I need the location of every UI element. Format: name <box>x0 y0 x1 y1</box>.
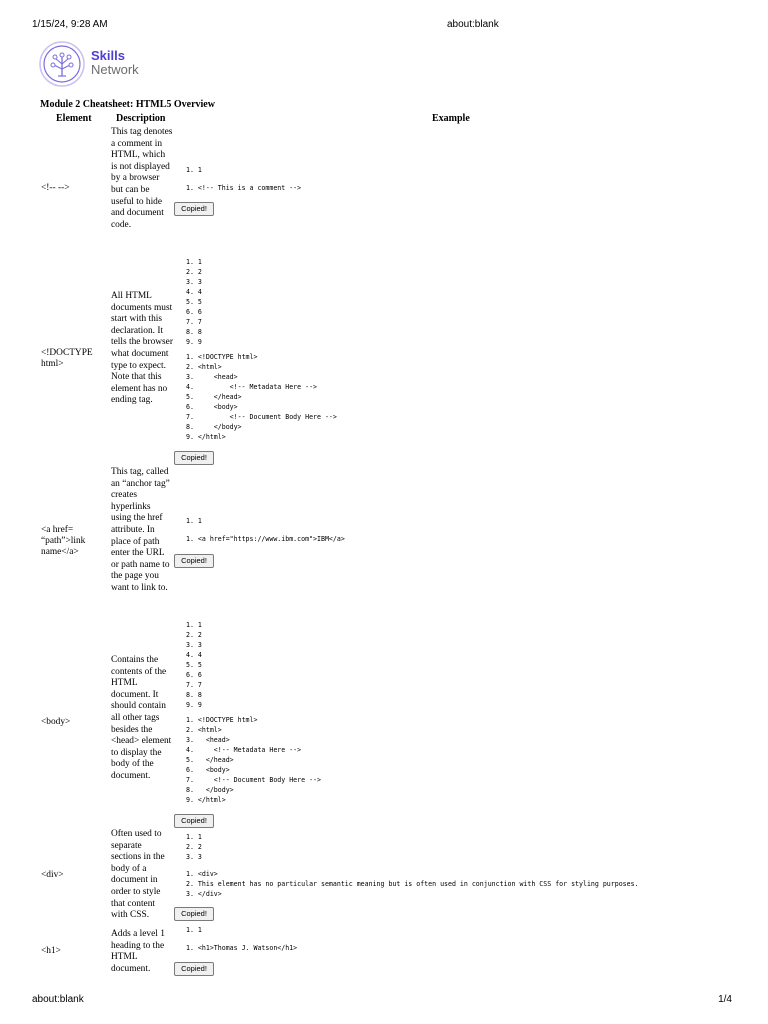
code-example: 1. <a href="https://www.ibm.com">IBM</a> <box>186 535 345 543</box>
element-cell: <h1> <box>41 946 61 956</box>
print-footer <box>32 994 736 1008</box>
code-example: 1. <!DOCTYPE html> 2. <html> 3. <head> 4. <!-- Metadata Here --> 5. </head> 6. <body> 7. <!-- Document Body Here --> 8. </body> 9. </html> <box>186 353 337 441</box>
print-header-url: about:blank <box>447 19 499 30</box>
print-header <box>32 19 736 33</box>
line-numbers: 1. 1 2. 2 3. 3 4. 4 5. 5 6. 6 7. 7 8. 8 9. 9 <box>186 258 202 346</box>
copy-button[interactable]: Copied! <box>174 202 214 216</box>
copy-button[interactable]: Copied! <box>174 554 214 568</box>
code-example: 1. <!DOCTYPE html> 2. <html> 3. <head> 4. <!-- Metadata Here --> 5. </head> 6. <body> 7. <!-- Document Body Here --> 8. </body> 9. </html> <box>186 716 321 804</box>
description-cell: Adds a level 1 heading to the HTML document. <box>111 929 165 974</box>
print-datetime: 1/15/24, 9:28 AM <box>32 19 108 30</box>
element-cell: <!-- --> <box>41 183 70 193</box>
copy-button[interactable]: Copied! <box>174 907 214 921</box>
code-example: 1. <!-- This is a comment --> <box>186 184 302 192</box>
element-cell: <body> <box>41 717 71 727</box>
element-cell: <a href= “path”>link name</a> <box>41 525 86 557</box>
element-cell: <!DOCTYPE html> <box>41 348 93 369</box>
code-example: 1. <h1>Thomas J. Watson</h1> <box>186 944 298 952</box>
skills-network-logo <box>38 40 158 90</box>
description-cell: This tag denotes a comment in HTML, which is not displayed by a browser but can be useful to hide and document code. <box>111 127 173 230</box>
description-cell: Contains the contents of the HTML document. It should contain all other tags besides the <head> element to display the body of the document. <box>111 655 172 781</box>
logo-line-2: Network <box>91 62 139 77</box>
code-example: 1. <div> 2. This element has no particular semantic meaning but is often used in conjunction with CSS for styling purposes. 3. </div> <box>186 870 639 898</box>
copy-button[interactable]: Copied! <box>174 962 214 976</box>
copy-button[interactable]: Copied! <box>174 451 214 465</box>
page-title: Module 2 Cheatsheet: HTML5 Overview <box>40 99 215 110</box>
description-cell: All HTML documents must start with this declaration. It tells the browser what document type to expect. Note that this element has no ending tag. <box>111 291 173 406</box>
column-header-example: Example <box>432 113 470 124</box>
tree-icon <box>38 40 86 88</box>
column-header-description: Description <box>116 113 166 124</box>
line-numbers: 1. 1 <box>186 166 202 174</box>
line-numbers: 1. 1 2. 2 3. 3 <box>186 833 202 861</box>
line-numbers: 1. 1 <box>186 517 202 525</box>
line-numbers: 1. 1 2. 2 3. 3 4. 4 5. 5 6. 6 7. 7 8. 8 9. 9 <box>186 621 202 709</box>
description-cell: This tag, called an “anchor tag” creates hyperlinks using the href attribute. In place of path enter the URL or path name to the page you want to link to. <box>111 467 170 593</box>
line-numbers: 1. 1 <box>186 926 202 934</box>
logo-wordmark <box>91 49 139 77</box>
copy-button[interactable]: Copied! <box>174 814 214 828</box>
print-footer-url: about:blank <box>32 994 84 1005</box>
description-cell: Often used to separate sections in the body of a document in order to style that content with CSS. <box>111 829 165 921</box>
page-number: 1/4 <box>718 994 732 1005</box>
element-cell: <div> <box>41 870 64 880</box>
column-header-element: Element <box>56 113 92 124</box>
logo-line-1: Skills <box>91 48 125 63</box>
